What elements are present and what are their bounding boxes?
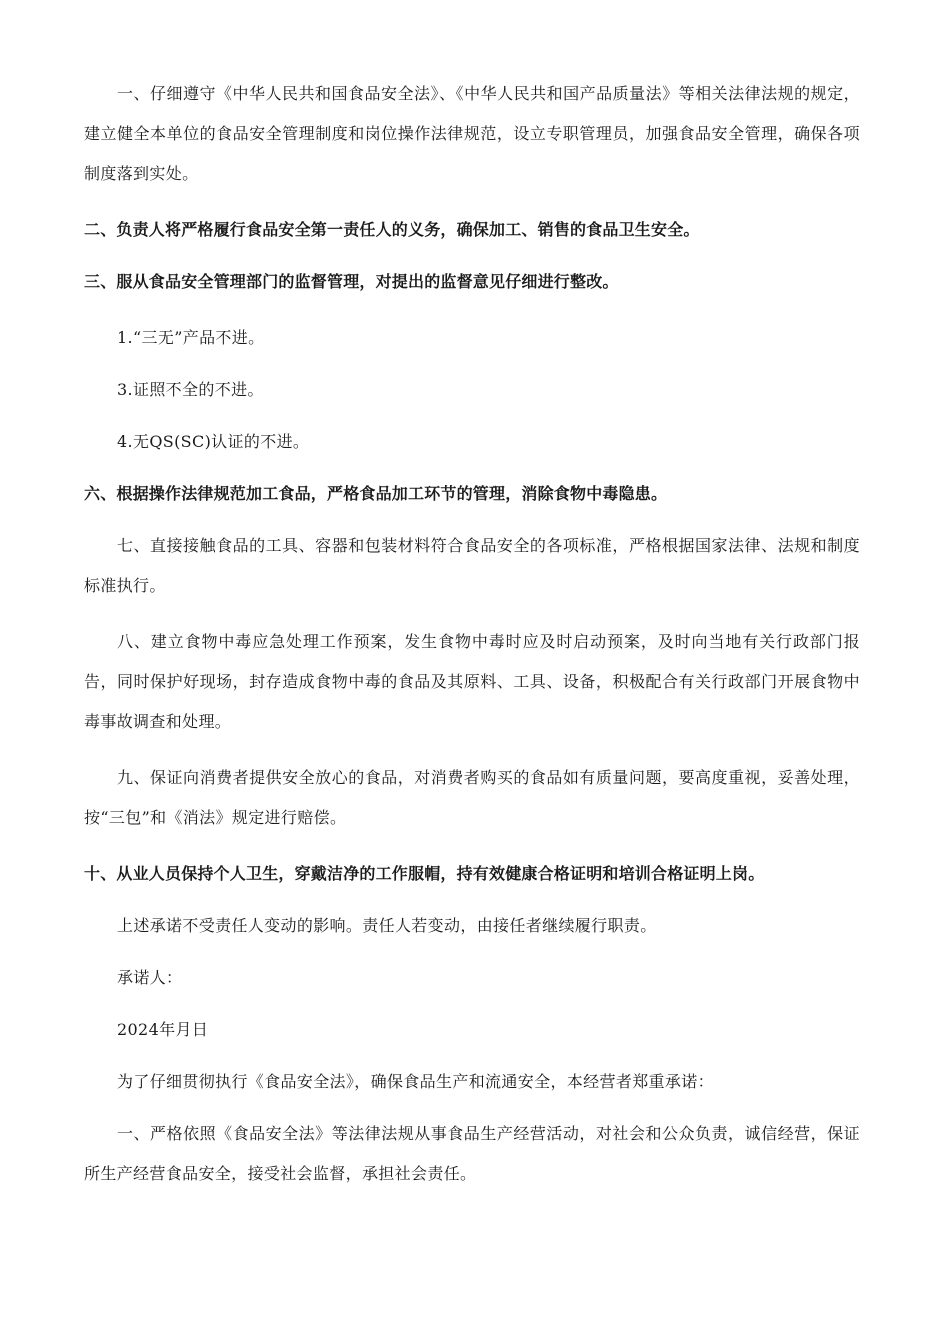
paragraph-article-6: 六、根据操作法律规范加工食品，严格食品加工环节的管理，消除食物中毒隐患。 (84, 484, 668, 503)
paragraph-intro: 为了仔细贯彻执行《食品安全法》，确保食品生产和流通安全，本经营者郑重承诺： (117, 1072, 714, 1091)
document-page (84, 74, 860, 1210)
paragraph-article-1: 一、仔细遵守《中华人民共和国食品安全法》、《中华人民共和国产品质量法》等相关法律法规的规定，建立健全本单位的食品安全管理制度和岗位操作法律规范，设立专职管理员，加强食品安全管理，确保各项制度落到实处。 (84, 84, 860, 183)
paragraph-statement: 上述承诺不受责任人变动的影响。责任人若变动，由接任者继续履行职责。 (117, 916, 657, 935)
paragraph-commitment-1: 一、严格依照《食品安全法》等法律法规从事食品生产经营活动，对社会和公众负责，诚信经营，保证所生产经营食品安全，接受社会监督，承担社会责任。 (84, 1124, 860, 1183)
list-item-4: 4.无QS(SC)认证的不进。 (117, 432, 310, 451)
paragraph-article-7: 七、直接接触食品的工具、容器和包装材料符合食品安全的各项标准，严格根据国家法律、法规和制度标准执行。 (84, 536, 860, 595)
promisor-label: 承诺人： (117, 968, 183, 987)
date-line: 2024年月日 (117, 1020, 209, 1039)
list-item-1: 1.“三无”产品不进。 (117, 328, 265, 347)
list-item-3: 3.证照不全的不进。 (117, 380, 264, 399)
paragraph-article-2: 二、负责人将严格履行食品安全第一责任人的义务，确保加工、销售的食品卫生安全。 (84, 220, 700, 239)
paragraph-article-3: 三、服从食品安全管理部门的监督管理，对提出的监督意见仔细进行整改。 (84, 272, 619, 291)
paragraph-article-9: 九、保证向消费者提供安全放心的食品，对消费者购买的食品如有质量问题，要高度重视，妥善处理，按“三包”和《消法》规定进行赔偿。 (84, 768, 860, 827)
paragraph-article-10: 十、从业人员保持个人卫生，穿戴洁净的工作服帽，持有效健康合格证明和培训合格证明上岗。 (84, 864, 765, 883)
paragraph-article-8: 八、建立食物中毒应急处理工作预案，发生食物中毒时应及时启动预案，及时向当地有关行政部门报告，同时保护好现场，封存造成食物中毒的食品及其原料、工具、设备，积极配合有关行政部门开展食物中毒事故调查和处理。 (84, 632, 860, 731)
